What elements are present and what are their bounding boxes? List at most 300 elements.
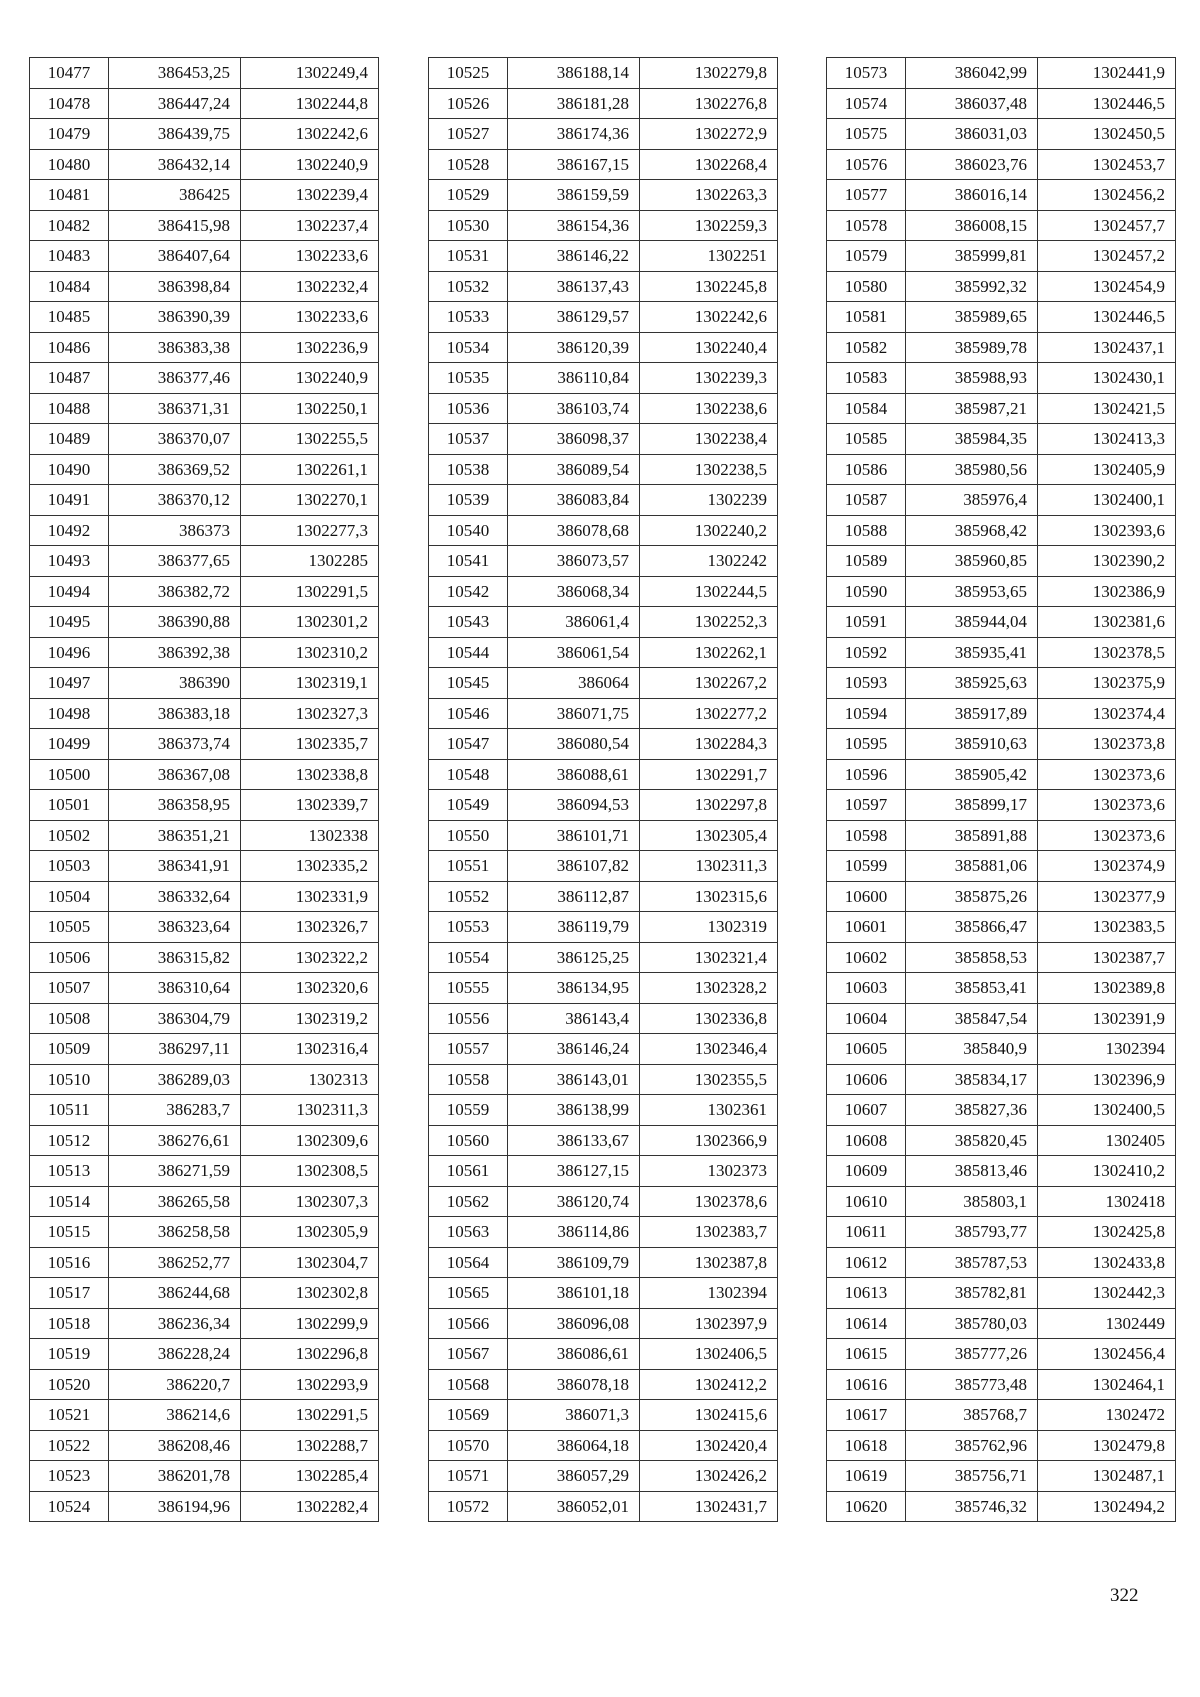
point-number-cell: 10587 [827,485,906,516]
point-number-cell: 10544 [429,637,508,668]
x-coordinate-cell: 386110,84 [508,363,640,394]
x-coordinate-cell: 385980,56 [906,454,1038,485]
y-coordinate-cell: 1302373,6 [1038,820,1176,851]
table-row [429,1308,778,1339]
point-number-cell: 10567 [429,1339,508,1370]
table-row [827,912,1176,943]
table-row [429,454,778,485]
point-number-cell: 10510 [30,1064,109,1095]
point-number-cell: 10497 [30,668,109,699]
point-number-cell: 10540 [429,515,508,546]
table-row [429,1186,778,1217]
coordinates-table-body [827,58,1176,1522]
y-coordinate-cell: 1302366,9 [640,1125,778,1156]
x-coordinate-cell: 386133,67 [508,1125,640,1156]
y-coordinate-cell: 1302322,2 [241,942,379,973]
y-coordinate-cell: 1302335,7 [241,729,379,760]
x-coordinate-cell: 385984,35 [906,424,1038,455]
x-coordinate-cell: 386101,71 [508,820,640,851]
table-row [827,515,1176,546]
point-number-cell: 10503 [30,851,109,882]
point-number-cell: 10504 [30,881,109,912]
x-coordinate-cell: 386127,15 [508,1156,640,1187]
point-number-cell: 10546 [429,698,508,729]
table-row [429,790,778,821]
y-coordinate-cell: 1302262,1 [640,637,778,668]
table-row [429,1400,778,1431]
point-number-cell: 10615 [827,1339,906,1370]
x-coordinate-cell: 386101,18 [508,1278,640,1309]
table-row [429,1003,778,1034]
y-coordinate-cell: 1302245,8 [640,271,778,302]
point-number-cell: 10588 [827,515,906,546]
x-coordinate-cell: 386370,12 [109,485,241,516]
y-coordinate-cell: 1302244,5 [640,576,778,607]
table-row [30,119,379,150]
point-number-cell: 10555 [429,973,508,1004]
y-coordinate-cell: 1302400,1 [1038,485,1176,516]
point-number-cell: 10601 [827,912,906,943]
coordinates-table-3 [826,57,1176,1522]
table-row [429,851,778,882]
x-coordinate-cell: 386146,22 [508,241,640,272]
table-row [30,637,379,668]
table-row [827,881,1176,912]
table-row [827,454,1176,485]
x-coordinate-cell: 386304,79 [109,1003,241,1034]
x-coordinate-cell: 386078,68 [508,515,640,546]
point-number-cell: 10564 [429,1247,508,1278]
y-coordinate-cell: 1302431,7 [640,1491,778,1522]
point-number-cell: 10597 [827,790,906,821]
x-coordinate-cell: 386137,43 [508,271,640,302]
table-row [30,271,379,302]
point-number-cell: 10568 [429,1369,508,1400]
table-row [429,881,778,912]
y-coordinate-cell: 1302405,9 [1038,454,1176,485]
point-number-cell: 10553 [429,912,508,943]
y-coordinate-cell: 1302339,7 [241,790,379,821]
point-number-cell: 10580 [827,271,906,302]
y-coordinate-cell: 1302291,7 [640,759,778,790]
x-coordinate-cell: 386037,48 [906,88,1038,119]
point-number-cell: 10500 [30,759,109,790]
point-number-cell: 10612 [827,1247,906,1278]
x-coordinate-cell: 386276,61 [109,1125,241,1156]
x-coordinate-cell: 386016,14 [906,180,1038,211]
x-coordinate-cell: 385853,41 [906,973,1038,1004]
table-row [827,1186,1176,1217]
y-coordinate-cell: 1302430,1 [1038,363,1176,394]
y-coordinate-cell: 1302319,1 [241,668,379,699]
x-coordinate-cell: 386390,39 [109,302,241,333]
y-coordinate-cell: 1302426,2 [640,1461,778,1492]
table-row [429,1278,778,1309]
x-coordinate-cell: 386228,24 [109,1339,241,1370]
y-coordinate-cell: 1302242 [640,546,778,577]
x-coordinate-cell: 386220,7 [109,1369,241,1400]
table-row [429,119,778,150]
y-coordinate-cell: 1302355,5 [640,1064,778,1095]
table-row [827,1247,1176,1278]
point-number-cell: 10522 [30,1430,109,1461]
x-coordinate-cell: 385968,42 [906,515,1038,546]
y-coordinate-cell: 1302479,8 [1038,1430,1176,1461]
table-row [827,851,1176,882]
table-row [429,759,778,790]
table-row [429,88,778,119]
table-row [30,1156,379,1187]
point-number-cell: 10574 [827,88,906,119]
x-coordinate-cell: 385782,81 [906,1278,1038,1309]
y-coordinate-cell: 1302239,4 [241,180,379,211]
y-coordinate-cell: 1302302,8 [241,1278,379,1309]
x-coordinate-cell: 386068,34 [508,576,640,607]
point-number-cell: 10496 [30,637,109,668]
point-number-cell: 10482 [30,210,109,241]
y-coordinate-cell: 1302327,3 [241,698,379,729]
y-coordinate-cell: 1302288,7 [241,1430,379,1461]
point-number-cell: 10486 [30,332,109,363]
x-coordinate-cell: 386042,99 [906,58,1038,89]
table-row [429,180,778,211]
table-row [429,1156,778,1187]
table-row [827,729,1176,760]
x-coordinate-cell: 386181,28 [508,88,640,119]
point-number-cell: 10509 [30,1034,109,1065]
point-number-cell: 10575 [827,119,906,150]
point-number-cell: 10576 [827,149,906,180]
x-coordinate-cell: 385780,03 [906,1308,1038,1339]
point-number-cell: 10479 [30,119,109,150]
point-number-cell: 10566 [429,1308,508,1339]
point-number-cell: 10569 [429,1400,508,1431]
x-coordinate-cell: 386194,96 [109,1491,241,1522]
y-coordinate-cell: 1302321,4 [640,942,778,973]
x-coordinate-cell: 386289,03 [109,1064,241,1095]
table-row [30,759,379,790]
x-coordinate-cell: 385803,1 [906,1186,1038,1217]
y-coordinate-cell: 1302296,8 [241,1339,379,1370]
point-number-cell: 10508 [30,1003,109,1034]
x-coordinate-cell: 386432,14 [109,149,241,180]
table-row [827,790,1176,821]
y-coordinate-cell: 1302373,8 [1038,729,1176,760]
x-coordinate-cell: 386310,64 [109,973,241,1004]
point-number-cell: 10515 [30,1217,109,1248]
x-coordinate-cell: 386265,58 [109,1186,241,1217]
y-coordinate-cell: 1302373 [640,1156,778,1187]
x-coordinate-cell: 385992,32 [906,271,1038,302]
point-number-cell: 10494 [30,576,109,607]
x-coordinate-cell: 386134,95 [508,973,640,1004]
x-coordinate-cell: 385813,46 [906,1156,1038,1187]
table-row [429,149,778,180]
x-coordinate-cell: 385834,17 [906,1064,1038,1095]
table-row [827,942,1176,973]
point-number-cell: 10593 [827,668,906,699]
y-coordinate-cell: 1302240,9 [241,363,379,394]
y-coordinate-cell: 1302457,2 [1038,241,1176,272]
x-coordinate-cell: 386369,52 [109,454,241,485]
x-coordinate-cell: 385847,54 [906,1003,1038,1034]
point-number-cell: 10547 [429,729,508,760]
y-coordinate-cell: 1302393,6 [1038,515,1176,546]
x-coordinate-cell: 385976,4 [906,485,1038,516]
table-row [429,58,778,89]
point-number-cell: 10499 [30,729,109,760]
y-coordinate-cell: 1302454,9 [1038,271,1176,302]
y-coordinate-cell: 1302293,9 [241,1369,379,1400]
y-coordinate-cell: 1302319,2 [241,1003,379,1034]
table-row [30,1095,379,1126]
x-coordinate-cell: 386064 [508,668,640,699]
x-coordinate-cell: 386098,37 [508,424,640,455]
x-coordinate-cell: 386129,57 [508,302,640,333]
page-number: 322 [1110,1585,1139,1606]
x-coordinate-cell: 385925,63 [906,668,1038,699]
table-row [429,515,778,546]
table-row [429,576,778,607]
x-coordinate-cell: 385905,42 [906,759,1038,790]
table-row [30,820,379,851]
x-coordinate-cell: 386096,08 [508,1308,640,1339]
table-row [827,546,1176,577]
x-coordinate-cell: 385777,26 [906,1339,1038,1370]
point-number-cell: 10556 [429,1003,508,1034]
table-row [30,149,379,180]
x-coordinate-cell: 385891,88 [906,820,1038,851]
y-coordinate-cell: 1302383,5 [1038,912,1176,943]
table-row [827,1217,1176,1248]
x-coordinate-cell: 386061,4 [508,607,640,638]
y-coordinate-cell: 1302233,6 [241,302,379,333]
table-row [827,1491,1176,1522]
y-coordinate-cell: 1302255,5 [241,424,379,455]
x-coordinate-cell: 386138,99 [508,1095,640,1126]
y-coordinate-cell: 1302305,9 [241,1217,379,1248]
table-row [30,1034,379,1065]
table-row [30,790,379,821]
point-number-cell: 10527 [429,119,508,150]
x-coordinate-cell: 386351,21 [109,820,241,851]
x-coordinate-cell: 386125,25 [508,942,640,973]
point-number-cell: 10563 [429,1217,508,1248]
x-coordinate-cell: 385768,7 [906,1400,1038,1431]
y-coordinate-cell: 1302309,6 [241,1125,379,1156]
point-number-cell: 10559 [429,1095,508,1126]
x-coordinate-cell: 385989,78 [906,332,1038,363]
x-coordinate-cell: 385987,21 [906,393,1038,424]
x-coordinate-cell: 386283,7 [109,1095,241,1126]
x-coordinate-cell: 386208,46 [109,1430,241,1461]
y-coordinate-cell: 1302374,4 [1038,698,1176,729]
table-row [827,668,1176,699]
y-coordinate-cell: 1302319 [640,912,778,943]
x-coordinate-cell: 386159,59 [508,180,640,211]
y-coordinate-cell: 1302311,3 [640,851,778,882]
table-row [30,1339,379,1370]
point-number-cell: 10573 [827,58,906,89]
y-coordinate-cell: 1302449 [1038,1308,1176,1339]
x-coordinate-cell: 386114,86 [508,1217,640,1248]
y-coordinate-cell: 1302244,8 [241,88,379,119]
y-coordinate-cell: 1302240,9 [241,149,379,180]
table-row [429,1247,778,1278]
point-number-cell: 10519 [30,1339,109,1370]
table-row [827,1339,1176,1370]
x-coordinate-cell: 385858,53 [906,942,1038,973]
y-coordinate-cell: 1302450,5 [1038,119,1176,150]
point-number-cell: 10552 [429,881,508,912]
point-number-cell: 10491 [30,485,109,516]
x-coordinate-cell: 385960,85 [906,546,1038,577]
y-coordinate-cell: 1302346,4 [640,1034,778,1065]
y-coordinate-cell: 1302251 [640,241,778,272]
table-row [30,515,379,546]
y-coordinate-cell: 1302390,2 [1038,546,1176,577]
y-coordinate-cell: 1302308,5 [241,1156,379,1187]
coordinates-table-body [30,58,379,1522]
point-number-cell: 10613 [827,1278,906,1309]
y-coordinate-cell: 1302400,5 [1038,1095,1176,1126]
point-number-cell: 10554 [429,942,508,973]
y-coordinate-cell: 1302313 [241,1064,379,1095]
point-number-cell: 10603 [827,973,906,1004]
table-row [429,546,778,577]
table-row [827,271,1176,302]
y-coordinate-cell: 1302238,5 [640,454,778,485]
y-coordinate-cell: 1302320,6 [241,973,379,1004]
y-coordinate-cell: 1302361 [640,1095,778,1126]
y-coordinate-cell: 1302301,2 [241,607,379,638]
point-number-cell: 10533 [429,302,508,333]
y-coordinate-cell: 1302453,7 [1038,149,1176,180]
point-number-cell: 10528 [429,149,508,180]
table-row [30,1217,379,1248]
y-coordinate-cell: 1302336,8 [640,1003,778,1034]
y-coordinate-cell: 1302272,9 [640,119,778,150]
point-number-cell: 10532 [429,271,508,302]
coordinates-table-2 [428,57,778,1522]
point-number-cell: 10543 [429,607,508,638]
y-coordinate-cell: 1302240,2 [640,515,778,546]
table-row [827,637,1176,668]
x-coordinate-cell: 386107,82 [508,851,640,882]
point-number-cell: 10526 [429,88,508,119]
y-coordinate-cell: 1302311,3 [241,1095,379,1126]
table-row [827,1125,1176,1156]
y-coordinate-cell: 1302378,5 [1038,637,1176,668]
table-row [30,1125,379,1156]
table-row [429,637,778,668]
table-row [30,363,379,394]
table-row [429,1430,778,1461]
x-coordinate-cell: 386167,15 [508,149,640,180]
point-number-cell: 10511 [30,1095,109,1126]
x-coordinate-cell: 385917,89 [906,698,1038,729]
x-coordinate-cell: 386088,61 [508,759,640,790]
table-row [30,58,379,89]
table-row [30,454,379,485]
x-coordinate-cell: 386415,98 [109,210,241,241]
point-number-cell: 10581 [827,302,906,333]
point-number-cell: 10498 [30,698,109,729]
point-number-cell: 10477 [30,58,109,89]
point-number-cell: 10619 [827,1461,906,1492]
x-coordinate-cell: 386109,79 [508,1247,640,1278]
x-coordinate-cell: 386064,18 [508,1430,640,1461]
table-row [30,180,379,211]
x-coordinate-cell: 385773,48 [906,1369,1038,1400]
point-number-cell: 10600 [827,881,906,912]
point-number-cell: 10506 [30,942,109,973]
point-number-cell: 10513 [30,1156,109,1187]
y-coordinate-cell: 1302412,2 [640,1369,778,1400]
table-row [827,210,1176,241]
x-coordinate-cell: 385999,81 [906,241,1038,272]
table-row [429,424,778,455]
point-number-cell: 10618 [827,1430,906,1461]
point-number-cell: 10611 [827,1217,906,1248]
table-row [429,973,778,1004]
y-coordinate-cell: 1302406,5 [640,1339,778,1370]
point-number-cell: 10551 [429,851,508,882]
point-number-cell: 10493 [30,546,109,577]
y-coordinate-cell: 1302441,9 [1038,58,1176,89]
point-number-cell: 10516 [30,1247,109,1278]
x-coordinate-cell: 386119,79 [508,912,640,943]
y-coordinate-cell: 1302381,6 [1038,607,1176,638]
y-coordinate-cell: 1302456,2 [1038,180,1176,211]
y-coordinate-cell: 1302374,9 [1038,851,1176,882]
x-coordinate-cell: 386447,24 [109,88,241,119]
x-coordinate-cell: 386358,95 [109,790,241,821]
point-number-cell: 10577 [827,180,906,211]
x-coordinate-cell: 386315,82 [109,942,241,973]
y-coordinate-cell: 1302285,4 [241,1461,379,1492]
point-number-cell: 10549 [429,790,508,821]
table-row [30,1461,379,1492]
table-row [429,698,778,729]
table-row [30,88,379,119]
table-row [827,332,1176,363]
y-coordinate-cell: 1302405 [1038,1125,1176,1156]
y-coordinate-cell: 1302237,4 [241,210,379,241]
table-row [827,1430,1176,1461]
x-coordinate-cell: 386383,38 [109,332,241,363]
y-coordinate-cell: 1302373,6 [1038,790,1176,821]
point-number-cell: 10484 [30,271,109,302]
y-coordinate-cell: 1302239,3 [640,363,778,394]
point-number-cell: 10592 [827,637,906,668]
table-row [30,1003,379,1034]
table-row [30,1064,379,1095]
table-row [30,1369,379,1400]
table-row [30,668,379,699]
table-row [827,1034,1176,1065]
point-number-cell: 10565 [429,1278,508,1309]
y-coordinate-cell: 1302242,6 [640,302,778,333]
y-coordinate-cell: 1302373,6 [1038,759,1176,790]
x-coordinate-cell: 385910,63 [906,729,1038,760]
y-coordinate-cell: 1302297,8 [640,790,778,821]
point-number-cell: 10585 [827,424,906,455]
x-coordinate-cell: 386094,53 [508,790,640,821]
point-number-cell: 10520 [30,1369,109,1400]
y-coordinate-cell: 1302282,4 [241,1491,379,1522]
point-number-cell: 10478 [30,88,109,119]
